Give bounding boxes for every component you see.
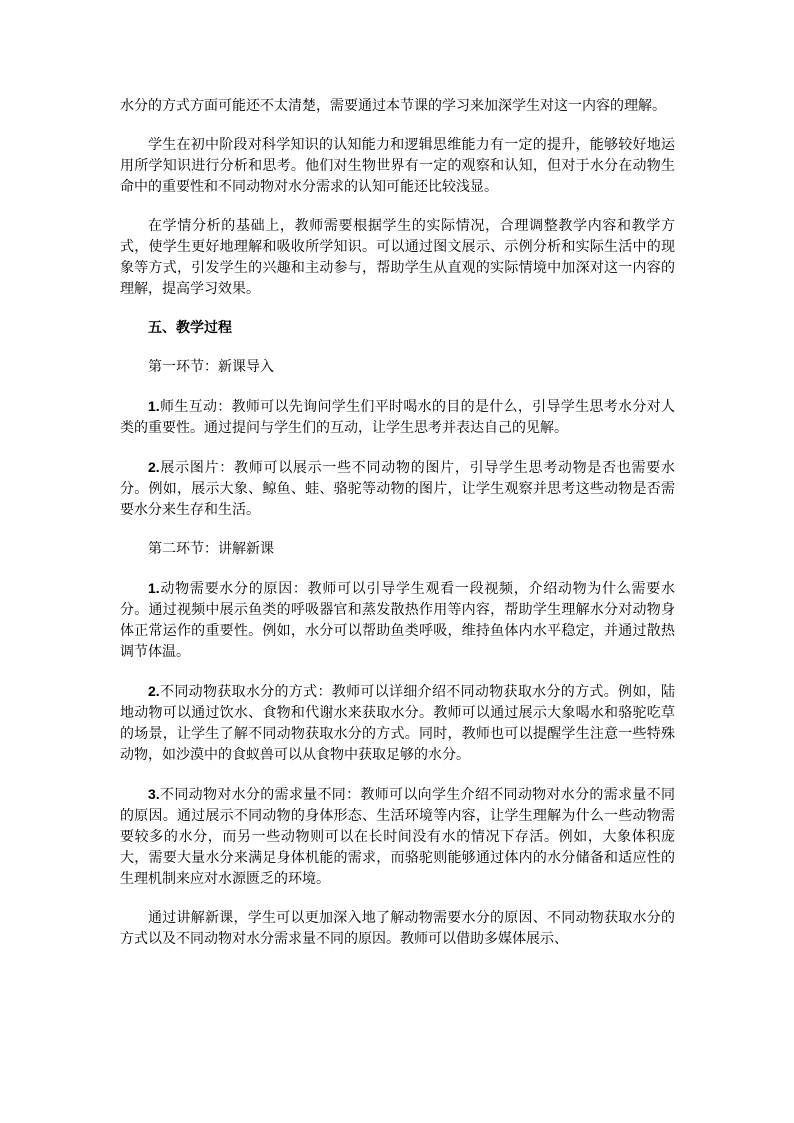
step2-item1 [120, 578, 675, 663]
step1-item1-number: 1. [148, 398, 160, 414]
step2-item2-number: 2. [148, 683, 160, 699]
step1-item2-text: 展示图片：教师可以展示一些不同动物的图片，引导学生思考动物是否也需要水分。例如，展示大象、鲸鱼、蛙、骆驼等动物的图片，让学生观察并思考这些动物是否需要水分来生存和生活。 [120, 460, 675, 518]
step2-item3-number: 3. [148, 786, 160, 802]
step2-item1-text: 动物需要水分的原因：教师可以引导学生观看一段视频，介绍动物为什么需要水分。通过视频中展示鱼类的呼吸器官和蒸发散热作用等内容，帮助学生理解水分对动物身体正常运作的重要性。例如，水分可以帮助鱼类呼吸，维持鱼体内水平稳定，并通过散热调节体温。 [120, 581, 675, 660]
step2-item2 [120, 681, 675, 766]
paragraph-learning-analysis: 在学情分析的基础上，教师需要根据学生的实际情况，合理调整教学内容和教学方式，使学生更好地理解和吸收所学知识。可以通过图文展示、示例分析和实际生活中的现象等方式，引发学生的兴趣和主动参与，帮助学生从直观的实际情境中加深对这一内容的理解，提高学习效果。 [120, 218, 675, 297]
step2-item2-text: 不同动物获取水分的方式：教师可以详细介绍不同动物获取水分的方式。例如，陆地动物可以通过饮水、食物和代谢水来获取水分。教师可以通过展示大象喝水和骆驼吃草的场景，让学生了解不同动物获取水分的方式。同时，教师也可以提醒学生注意一些特殊动物，如沙漠中的食蚁兽可以从食物中获取足够的水分。 [120, 684, 675, 763]
step2-item3-text: 不同动物对水分的需求量不同：教师可以向学生介绍不同动物对水分的需求量不同的原因。通过展示不同动物的身体形态、生活环境等内容，让学生理解为什么一些动物需要较多的水分，而另一些动物则可以在长时间没有水的情况下存活。例如，大象体积庞大，需要大量水分来满足身体机能的需求，而骆驼则能够通过体内的水分储备和适应性的生理机制来应对水源匮乏的环境。 [120, 787, 675, 887]
step2-item3 [120, 784, 675, 890]
step2-title: 第二环节：讲解新课 [148, 541, 274, 557]
paragraph-summary: 通过讲解新课，学生可以更加深入地了解动物需要水分的原因、不同动物获取水分的方式以及不同动物对水分需求量不同的原因。教师可以借助多媒体展示、 [120, 910, 675, 947]
paragraph-continued: 水分的方式方面可能还不太清楚，需要通过本节课的学习来加深学生对这一内容的理解。 [120, 98, 666, 114]
step1-item2-number: 2. [148, 459, 160, 475]
step1-item1 [120, 396, 675, 439]
step2-item1-number: 1. [148, 580, 160, 596]
step1-item1-text: 师生互动：教师可以先询问学生们平时喝水的目的是什么，引导学生思考水分对人类的重要性。通过提问与学生们的互动，让学生思考并表达自己的见解。 [120, 399, 675, 436]
step1-item2 [120, 457, 675, 521]
step1-title: 第一环节：新课导入 [148, 359, 274, 375]
section-heading: 五、教学过程 [148, 320, 232, 336]
paragraph-student-ability: 学生在初中阶段对科学知识的认知能力和逻辑思维能力有一定的提升，能够较好地运用所学知识进行分析和思考。他们对生物世界有一定的观察和认知，但对于水分在动物生命中的重要性和不同动物对水分需求的认知可能还比较浅显。 [120, 137, 675, 195]
